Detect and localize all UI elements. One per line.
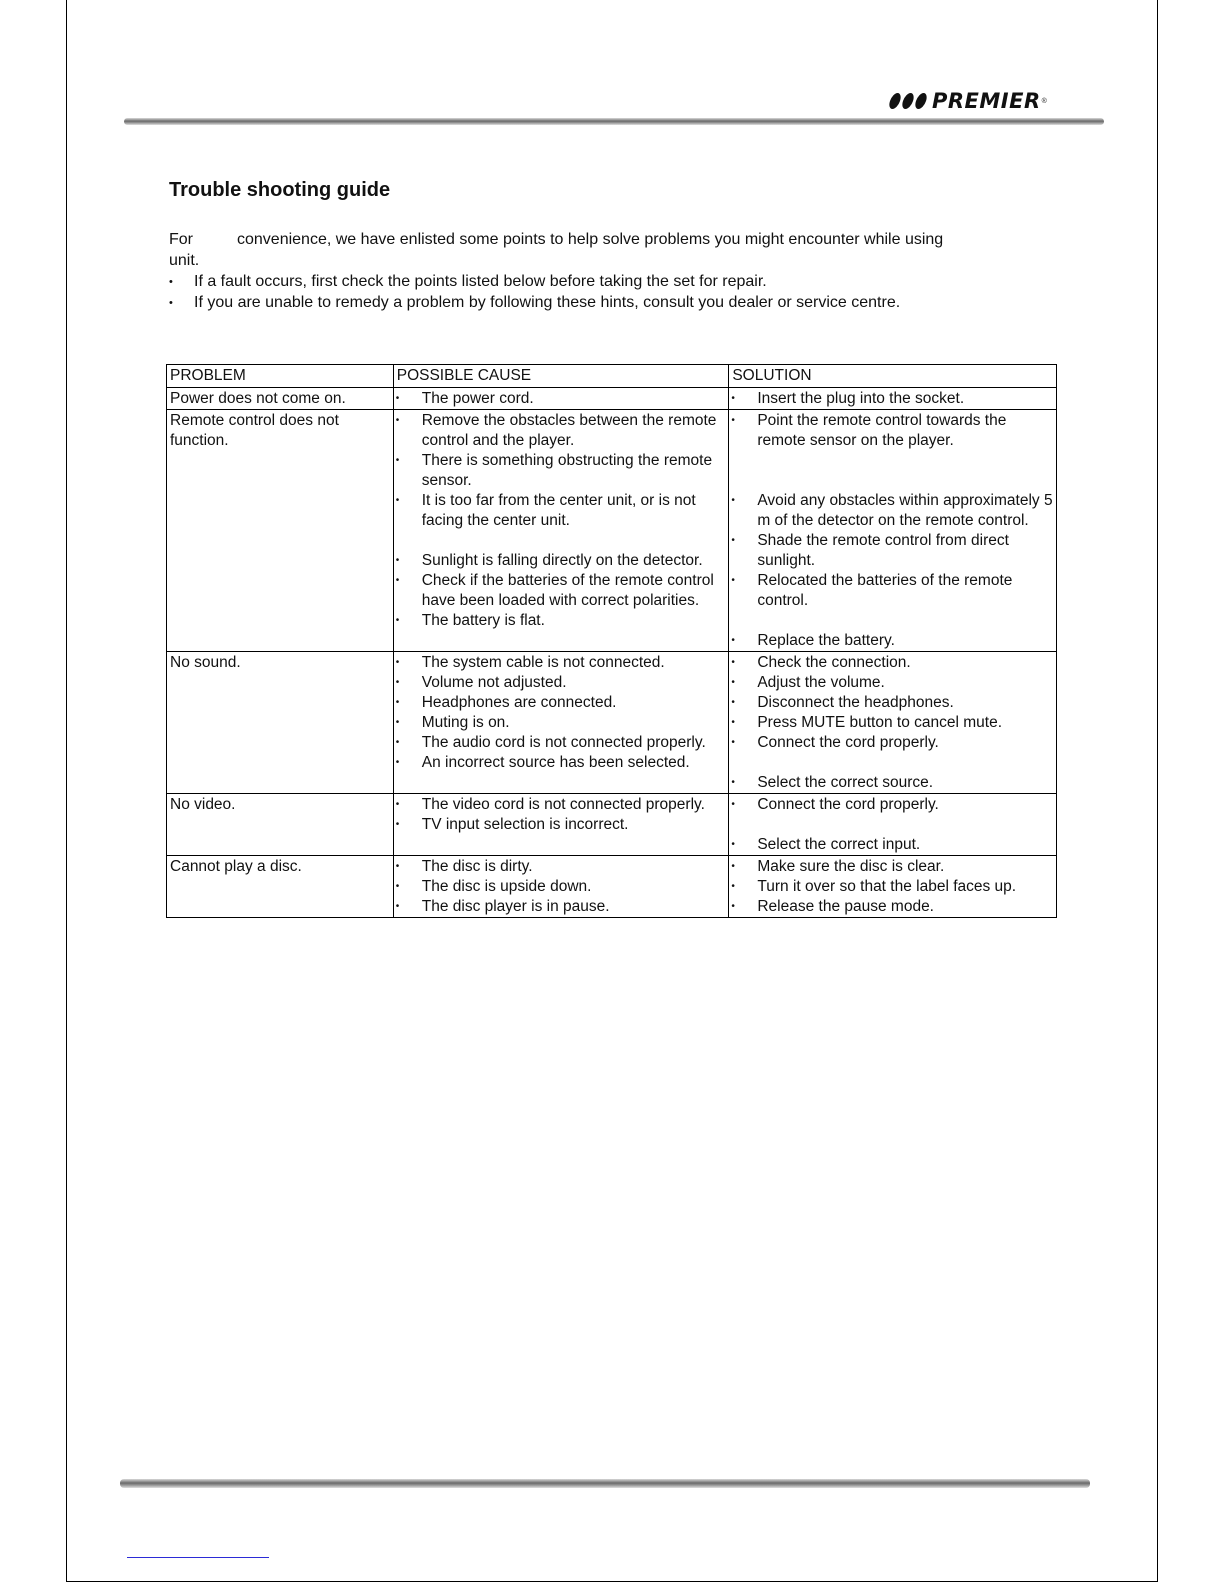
problem-cell: No sound. (167, 652, 394, 794)
page-title: Trouble shooting guide (169, 179, 391, 201)
cause-item: • Headphones are connected. (397, 693, 726, 713)
solution-item: • Replace the battery. (732, 631, 1053, 651)
cause-item: • Sunlight is falling directly on the detector. (397, 551, 726, 571)
solution-item: • Point the remote control towards the remote sensor on the player. (732, 411, 1053, 451)
solution-cell (729, 856, 1057, 918)
solution-cell (729, 652, 1057, 794)
cause-cell (393, 856, 729, 918)
cause-item: • Remove the obstacles between the remote control and the player. (397, 411, 726, 451)
intro-text (169, 229, 1049, 313)
cause-item: • It is too far from the center unit, or is not facing the center unit. (397, 491, 726, 531)
cause-item: • The battery is flat. (397, 611, 726, 631)
problem-cell: No video. (167, 794, 394, 856)
solution-item: • Adjust the volume. (732, 673, 1053, 693)
cause-cell (393, 652, 729, 794)
cause-item: • The disc is upside down. (397, 877, 726, 897)
cause-item: • Volume not adjusted. (397, 673, 726, 693)
table-row (167, 410, 1057, 652)
table-row (167, 388, 1057, 410)
cause-item: • TV input selection is incorrect. (397, 815, 726, 835)
footer-rule (120, 1479, 1090, 1488)
solution-cell (729, 794, 1057, 856)
cause-item: • There is something obstructing the remote sensor. (397, 451, 726, 491)
table-header-row (167, 365, 1057, 388)
table-row (167, 652, 1057, 794)
header-solution: SOLUTION (729, 365, 1057, 388)
header-possible-cause: POSSIBLE CAUSE (393, 365, 729, 388)
registered-mark: ® (1041, 97, 1047, 105)
cause-item: • The system cable is not connected. (397, 653, 726, 673)
table-row (167, 794, 1057, 856)
cause-item: • The disc player is in pause. (397, 897, 726, 917)
solution-item: • Insert the plug into the socket. (732, 389, 1053, 409)
logo-dots-icon (890, 93, 926, 109)
solution-item: • Avoid any obstacles within approximately 5 m of the detector on the remote control. (732, 491, 1053, 531)
problem-cell: Power does not come on. (167, 388, 394, 410)
solution-item: • Connect the cord properly. (732, 795, 1053, 815)
problem-cell: Remote control does not function. (167, 410, 394, 652)
solution-item: • Shade the remote control from direct sunlight. (732, 531, 1053, 571)
brand-name: PREMIER (932, 89, 1041, 113)
troubleshooting-table (166, 364, 1057, 918)
cause-cell (393, 410, 729, 652)
solution-item: • Press MUTE button to cancel mute. (732, 713, 1053, 733)
solution-item: • Make sure the disc is clear. (732, 857, 1053, 877)
intro-bullet: • If a fault occurs, first check the points listed below before taking the set for repair. (169, 271, 1049, 292)
intro-line-1 (169, 229, 1049, 250)
footer-link-underline[interactable] (127, 1557, 269, 1558)
cause-item: • The disc is dirty. (397, 857, 726, 877)
cause-item: • The power cord. (397, 389, 726, 409)
solution-item: • Select the correct input. (732, 835, 1053, 855)
solution-item: • Select the correct source. (732, 773, 1053, 793)
table-row (167, 856, 1057, 918)
solution-item: • Turn it over so that the label faces up. (732, 877, 1053, 897)
cause-item: • An incorrect source has been selected. (397, 753, 726, 773)
cause-item: • The audio cord is not connected properly. (397, 733, 726, 753)
intro-bullets (169, 271, 1049, 313)
solution-item: • Release the pause mode. (732, 897, 1053, 917)
intro-line-1-rest: convenience, we have enlisted some points to help solve problems you might encounter while using (237, 231, 944, 248)
header-rule (124, 118, 1104, 125)
cause-item: • Muting is on. (397, 713, 726, 733)
solution-item: • Check the connection. (732, 653, 1053, 673)
problem-cell: Cannot play a disc. (167, 856, 394, 918)
cause-item: • Check if the batteries of the remote control have been loaded with correct polarities. (397, 571, 726, 611)
intro-line-2: unit. (169, 252, 200, 269)
solution-cell (729, 410, 1057, 652)
cause-cell (393, 794, 729, 856)
header-problem: PROBLEM (167, 365, 394, 388)
solution-item: • Relocated the batteries of the remote control. (732, 571, 1053, 611)
intro-line-1-start: For (169, 231, 193, 248)
solution-item: • Connect the cord properly. (732, 733, 1053, 753)
solution-item: • Disconnect the headphones. (732, 693, 1053, 713)
solution-cell (729, 388, 1057, 410)
brand-logo (890, 88, 1047, 114)
intro-bullet: • If you are unable to remedy a problem by following these hints, consult you dealer or service centre. (169, 292, 1049, 313)
cause-item: • The video cord is not connected properly. (397, 795, 726, 815)
cause-cell (393, 388, 729, 410)
